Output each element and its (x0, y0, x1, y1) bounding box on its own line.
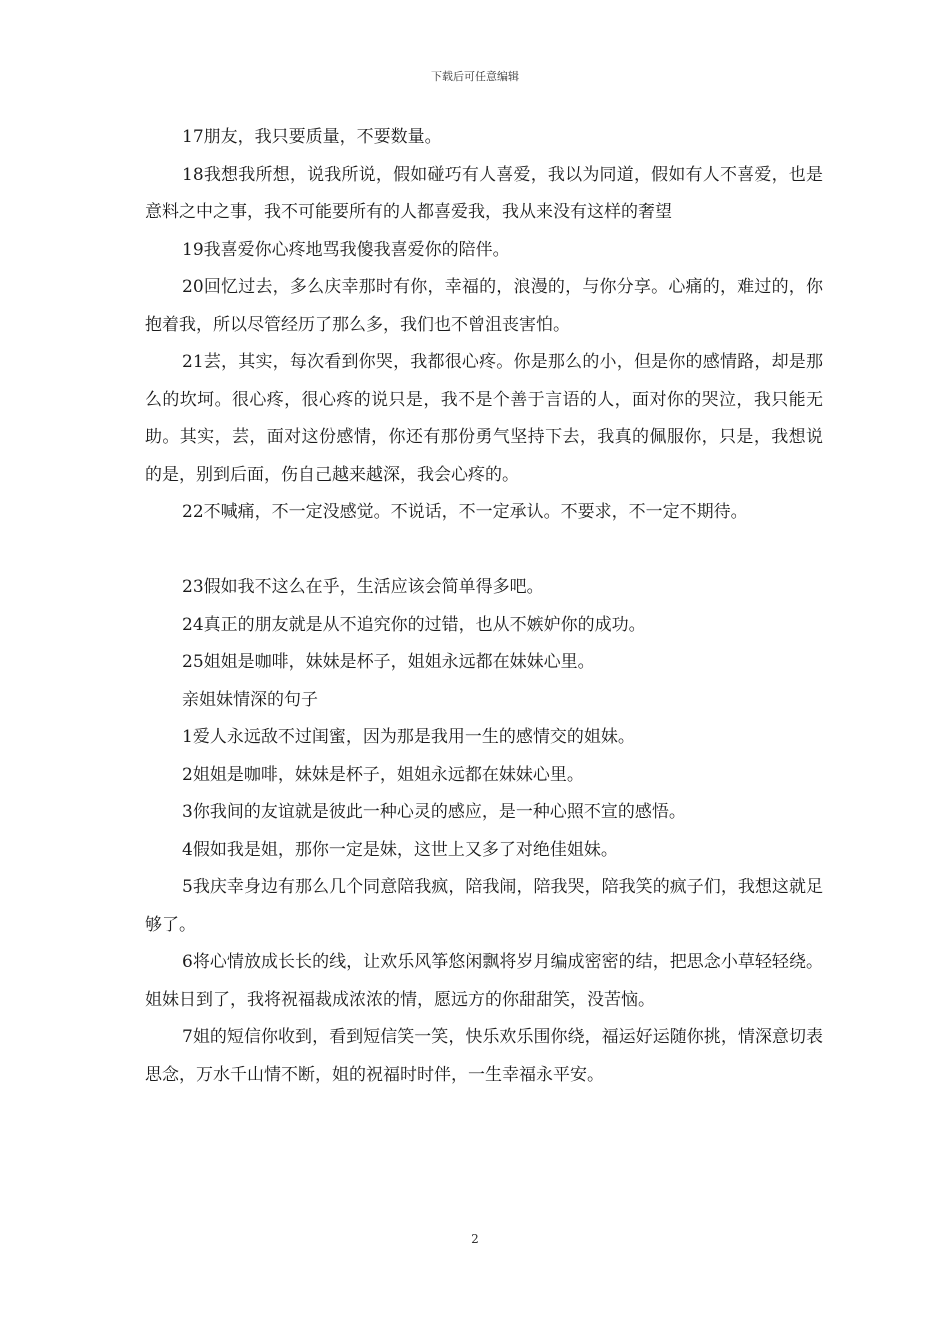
paragraph: 6将心情放成长长的线，让欢乐风筝悠闲飘将岁月编成密密的结，把思念小草轻轻绕。姐妹日到了，我将祝福裁成浓浓的情，愿远方的你甜甜笑，没苦恼。 (145, 952, 823, 1010)
paragraph: 22不喊痛，不一定没感觉。不说话，不一定承认。不要求，不一定不期待。 (182, 502, 748, 522)
paragraph: 24真正的朋友就是从不追究你的过错，也从不嫉妒你的成功。 (182, 614, 646, 635)
paragraph: 4假如我是姐，那你一定是妹，这世上又多了对绝佳姐妹。 (182, 839, 618, 860)
paragraph: 21芸，其实，每次看到你哭，我都很心疼。你是那么的小，但是你的感情路，却是那么的坎坷。很心疼，很心疼的说只是，我不是个善于言语的人，面对你的哭泣，我只能无助。其实，芸，面对这份感情，你还有那份勇气坚持下去，我真的佩服你，只是，我想说的是，别到后面，伤自己越来越深，我会心疼的。 (145, 352, 823, 485)
paragraph: 25姐姐是咖啡，妹妹是杯子，姐姐永远都在妹妹心里。 (182, 652, 595, 672)
paragraph: 18我想我所想，说我所说，假如碰巧有人喜爱，我以为同道，假如有人不喜爱，也是意料之中之事，我不可能要所有的人都喜爱我，我从来没有这样的奢望 (145, 164, 823, 222)
paragraph: 2姐姐是咖啡，妹妹是杯子，姐姐永远都在妹妹心里。 (182, 764, 584, 785)
paragraph: 5我庆幸身边有那么几个同意陪我疯，陪我闹，陪我哭，陪我笑的疯子们，我想这就足够了。 (145, 877, 823, 935)
paragraph: 17朋友，我只要质量，不要数量。 (182, 127, 442, 147)
section-heading: 亲姐妹情深的句子 (182, 689, 318, 710)
paragraph: 23假如我不这么在乎，生活应该会简单得多吧。 (182, 577, 544, 597)
paragraph: 7姐的短信你收到，看到短信笑一笑，快乐欢乐围你绕，福运好运随你挑，情深意切表思念，万水千山情不断，姐的祝福时时伴，一生幸福永平安。 (145, 1027, 823, 1085)
paragraph: 20回忆过去，多么庆幸那时有你，幸福的，浪漫的，与你分享。心痛的，难过的，你抱着我，所以尽管经历了那么多，我们也不曾沮丧害怕。 (145, 277, 823, 335)
paragraph: 1爱人永远敌不过闺蜜，因为那是我用一生的感情交的姐妹。 (182, 727, 635, 747)
paragraph: 3你我间的友谊就是彼此一种心灵的感应，是一种心照不宣的感悟。 (182, 802, 686, 822)
page-number: 2 (471, 1232, 479, 1246)
paragraph: 19我喜爱你心疼地骂我傻我喜爱你的陪伴。 (182, 239, 510, 260)
page-header: 下载后可任意编辑 (431, 70, 519, 83)
blank-line (145, 532, 823, 570)
document-body (145, 119, 823, 1094)
